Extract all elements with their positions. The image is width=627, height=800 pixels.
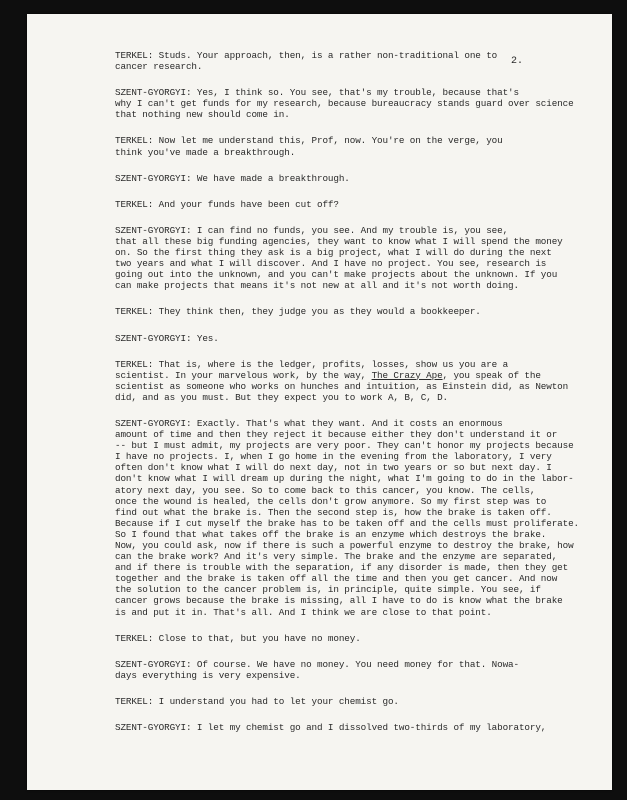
transcript-line: cancer grows because the brake is missing, all I have to do is know what the brake: [115, 595, 563, 607]
transcript-line: amount of time and then they reject it because either they don't understand it or: [115, 429, 558, 441]
transcript-line: days everything is very expensive.: [115, 669, 301, 681]
document-page: [27, 14, 612, 790]
transcript-line: Because if I cut myself the brake has to be taken off and the cells must proliferate.: [115, 517, 580, 529]
transcript-paragraph: [87, 722, 587, 733]
transcript-paragraph: [87, 135, 587, 157]
transcript-line: can make projects that means it's not new at all and it's not worth doing.: [115, 280, 519, 292]
transcript-line: atory next day, you see. So to come back to this cancer, you know. The cells,: [115, 484, 536, 496]
book-title: The Crazy Ape: [371, 369, 443, 381]
transcript-line: two years and what I will discover. And I have no project. You see, research is: [115, 258, 547, 270]
transcript-paragraph: [87, 173, 587, 184]
transcript-line: think you've made a breakthrough.: [115, 146, 296, 158]
transcript-line: TERKEL: I understand you had to let your chemist go.: [115, 695, 399, 707]
transcript-paragraph: [87, 659, 587, 681]
page-number: 2.: [511, 56, 524, 67]
transcript-line: SZENT-GYORGYI: Yes, I think so. You see, that's my trouble, because that's: [115, 87, 519, 99]
transcript-line: did, and as you must. But they expect you to work A, B, C, D.: [115, 391, 449, 403]
transcript-line: going out into the unknown, and you can't make projects about the unknown. If you: [115, 269, 558, 281]
transcript-line: SZENT-GYORGYI: Yes.: [115, 332, 219, 344]
transcript-line: once the wound is healed, the cells don't grow anymore. So my first step was to: [115, 495, 547, 507]
transcript-line: TERKEL: They think then, they judge you as they would a bookkeeper.: [115, 306, 481, 318]
transcript-paragraph: [87, 306, 587, 317]
transcript-line: can the brake work? And it's very simple. The brake and the enzyme are separated,: [115, 551, 558, 563]
transcript-paragraph: [87, 50, 587, 72]
transcript-line: TERKEL: Close to that, but you have no money.: [115, 632, 361, 644]
transcript-paragraph: [87, 696, 587, 707]
transcript-line: SZENT-GYORGYI: I can find no funds, you see. And my trouble is, you see,: [115, 224, 509, 236]
transcript-body: [87, 50, 587, 748]
transcript-paragraph: [87, 633, 587, 644]
transcript-paragraph: [87, 418, 587, 618]
transcript-line: TERKEL: That is, where is the ledger, profits, losses, show us you are a: [115, 358, 509, 370]
transcript-line: So I found that what takes off the brake is an enzyme which destroys the brake.: [115, 528, 547, 540]
transcript-line: SZENT-GYORGYI: I let my chemist go and I dissolved two-thirds of my laboratory,: [115, 722, 547, 734]
transcript-paragraph: [87, 333, 587, 344]
transcript-line: that all these big funding agencies, they want to know what I will spend the money: [115, 235, 563, 247]
transcript-line: TERKEL: Now let me understand this, Prof, now. You're on the verge, you: [115, 135, 503, 147]
transcript-line: the solution to the cancer problem is, in principle, quite simple. You see, if: [115, 584, 541, 596]
transcript-line: find out what the brake is. Then the second step is, how the brake is taken off.: [115, 506, 552, 518]
transcript-line: scientist as someone who works on hunches and intuition, as Einstein did, as Newton: [115, 380, 569, 392]
transcript-line: together and the brake is taken off all the time and then you get cancer. And now: [115, 573, 558, 585]
transcript-line: that nothing new should come in.: [115, 109, 290, 121]
transcript-line: Now, you could ask, now if there is such a powerful enzyme to destroy the brake, how: [115, 540, 574, 551]
transcript-line: TERKEL: And your funds have been cut off?: [115, 198, 339, 210]
transcript-line: I have no projects. I, when I go home in the evening from the laboratory, I very: [115, 451, 552, 463]
transcript-line: cancer research.: [115, 61, 203, 73]
transcript-paragraph: [87, 87, 587, 120]
transcript-line: and if there is trouble with the separation, if any disorder is made, then they get: [115, 562, 569, 574]
transcript-line: TERKEL: Studs. Your approach, then, is a rather non-traditional one to: [115, 50, 498, 61]
transcript-line: often don't know what I will do next day, not in two years or so but next day. I: [115, 462, 552, 474]
transcript-line: on. So the first thing they ask is a big project, what I will do during the next: [115, 247, 552, 259]
transcript-paragraph: [87, 199, 587, 210]
transcript-line: why I can't get funds for my research, because bureaucracy stands guard over science: [115, 98, 574, 110]
transcript-line: is and put it in. That's all. And I think we are close to that point.: [115, 606, 492, 618]
transcript-line: don't know what I will dream up during the night, what I'm going to do in the labor-: [115, 473, 574, 485]
transcript-line: SZENT-GYORGYI: We have made a breakthrough.: [115, 172, 350, 184]
transcript-paragraph: [87, 359, 587, 403]
transcript-line: scientist. In your marvelous work, by the way, The Crazy Ape, you speak of the: [115, 369, 541, 381]
transcript-paragraph: [87, 225, 587, 292]
transcript-line: SZENT-GYORGYI: Of course. We have no money. You need money for that. Nowa-: [115, 658, 519, 670]
transcript-line: -- but I must admit, my projects are very poor. They can't honor my projects because: [115, 440, 574, 452]
transcript-line: SZENT-GYORGYI: Exactly. That's what they want. And it costs an enormous: [115, 417, 503, 429]
